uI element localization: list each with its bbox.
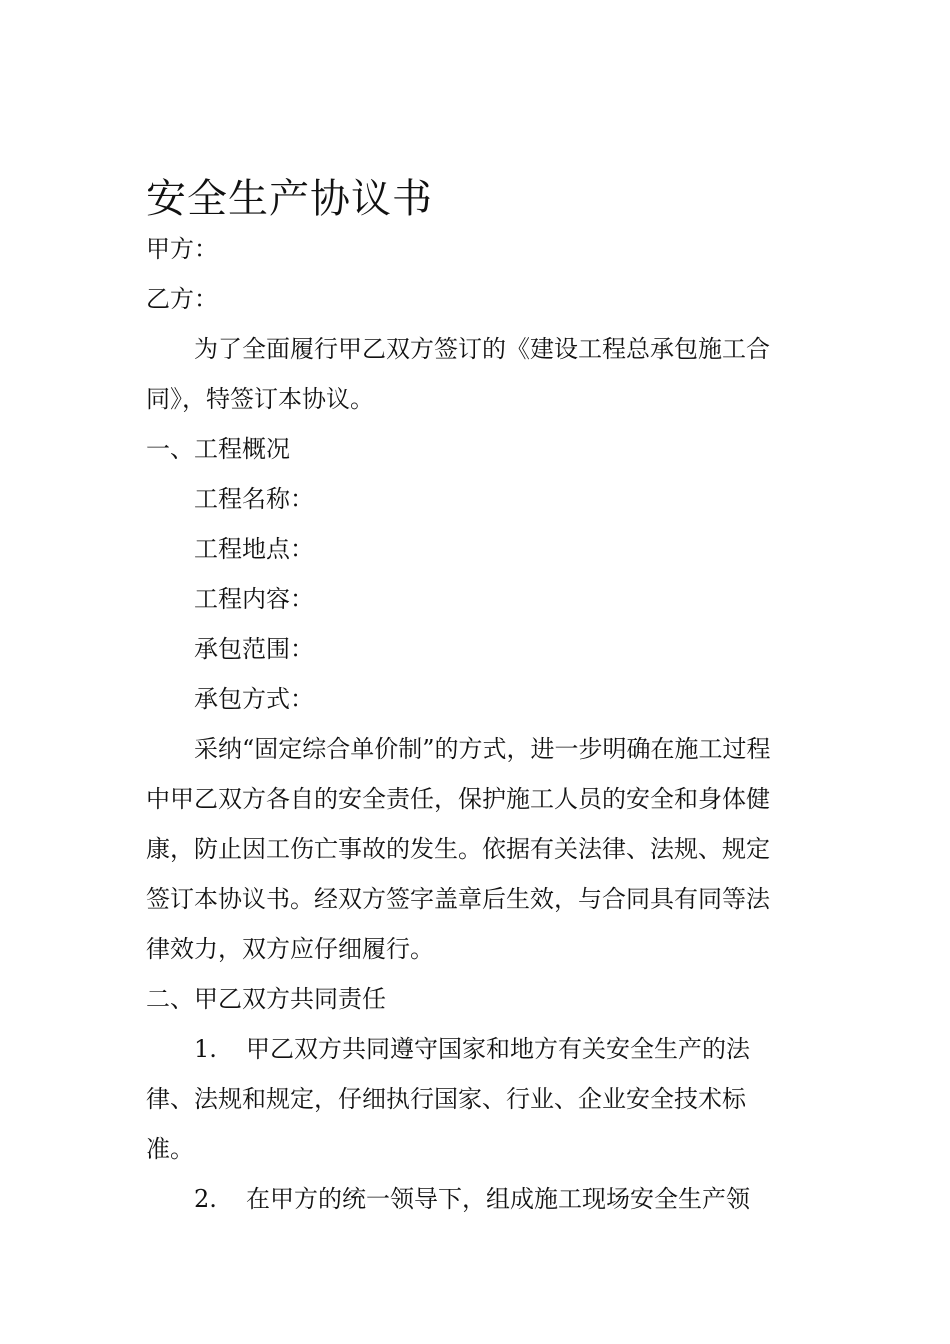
field-contract-method: 承包方式： xyxy=(194,685,314,713)
field-project-content: 工程内容： xyxy=(194,585,314,613)
purpose-paragraph: 采纳“固定综合单价制”的方式，进一步明确在施工过程中甲乙双方各自的安全责任，保护施工人员的安全和身体健康，防止因工伤亡事故的发生。依据有关法律、法规、规定签订本协议书。经双方签字盖章后生效，与合同具有同等法律效力，双方应仔细履行。 xyxy=(146,735,771,963)
party-b-label: 乙方： xyxy=(146,285,218,313)
item-text: 在甲方的统一领导下，组成施工现场安全生产领 xyxy=(246,1185,750,1213)
section1-heading: 一、工程概况 xyxy=(146,435,290,463)
document-body xyxy=(146,224,786,1224)
party-a-label: 甲方： xyxy=(146,235,218,263)
intro-paragraph: 为了全面履行甲乙双方签订的《建设工程总承包施工合同》，特签订本协议。 xyxy=(146,335,770,413)
item-number: 2. xyxy=(194,1185,217,1213)
document-title: 安全生产协议书 xyxy=(146,176,433,222)
section2-heading: 二、甲乙双方共同责任 xyxy=(146,985,386,1013)
item-text: 甲乙双方共同遵守国家和地方有关安全生产的法律、法规和规定，仔细执行国家、行业、企业安全技术标准。 xyxy=(146,1035,750,1163)
item-number: 1. xyxy=(194,1035,217,1063)
section2-item-2 xyxy=(146,1174,786,1224)
field-contract-scope: 承包范围： xyxy=(194,635,314,663)
section2-item-1 xyxy=(146,1024,786,1174)
field-project-name: 工程名称： xyxy=(194,485,314,513)
field-project-location: 工程地点： xyxy=(194,535,314,563)
